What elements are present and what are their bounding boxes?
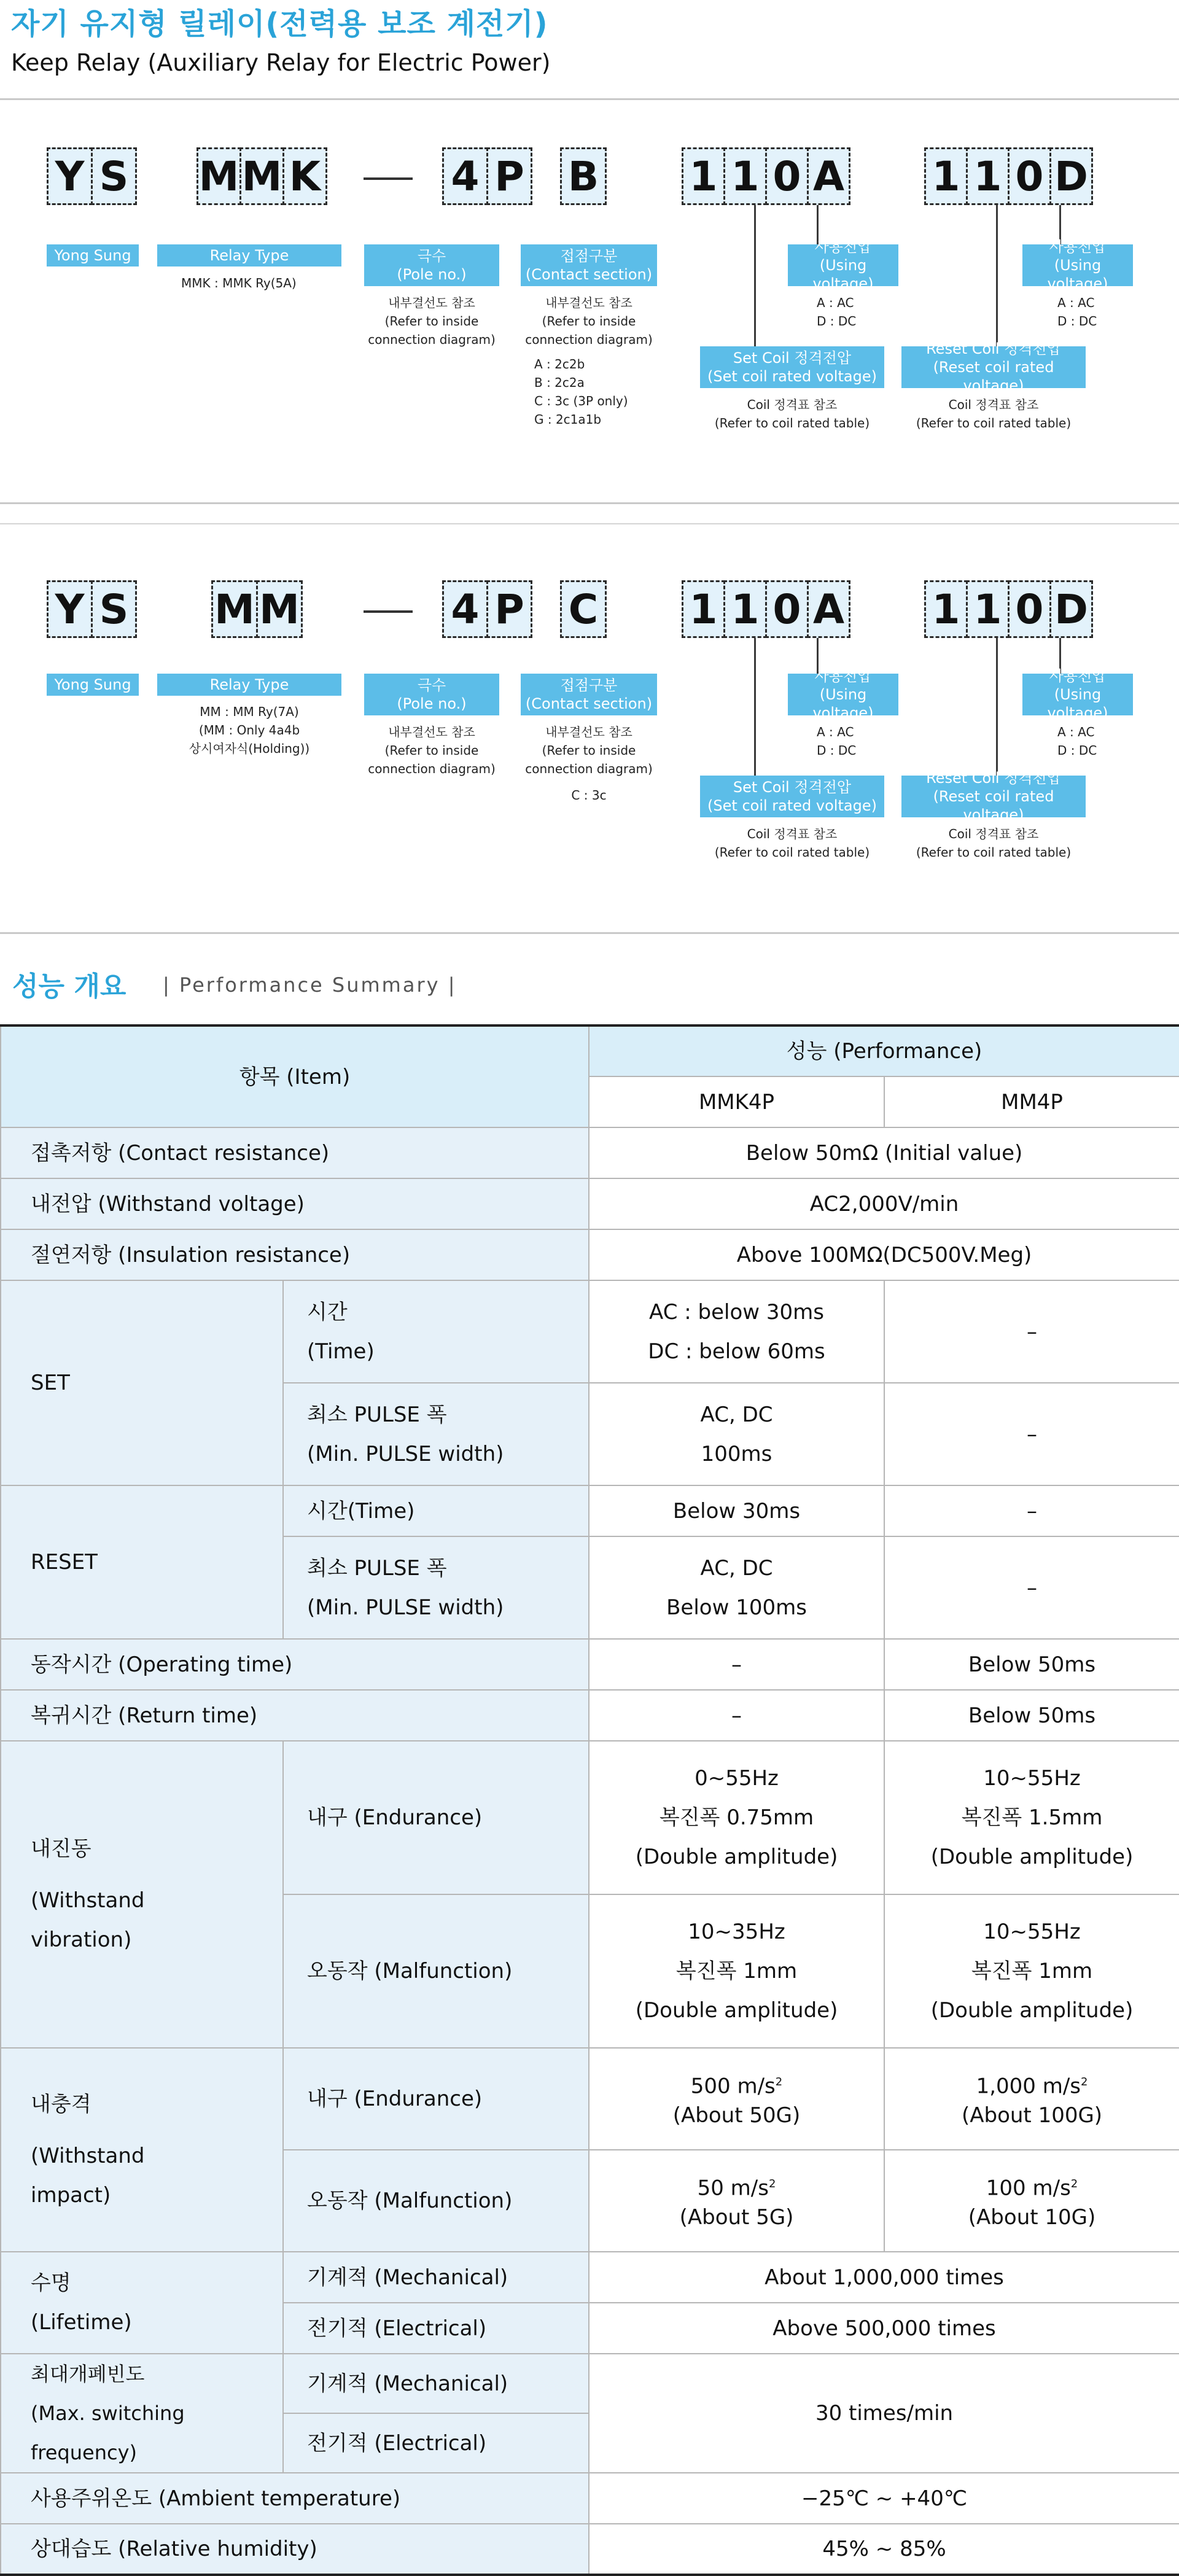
note-pole: 내부결선도 참조 (Refer to inside connection diagram)	[368, 295, 496, 347]
row-sublabel: 전기적 (Electrical)	[283, 2413, 589, 2473]
code-char: 4	[442, 580, 488, 638]
page-title: 자기 유지형 릴레이(전력용 보조 계전기)	[11, 7, 548, 41]
row-value: Below 30ms	[589, 1485, 884, 1536]
code-group-reset	[924, 147, 1091, 205]
row-sublabel: 최소 PULSE 폭 (Min. PULSE width)	[283, 1383, 589, 1485]
code-char: Y	[47, 580, 93, 638]
table-row	[1, 1127, 1179, 1178]
code-char: 0	[1008, 580, 1051, 638]
code-group-contact	[560, 580, 605, 638]
code-char: Y	[47, 147, 93, 205]
note-set-coil: Coil 정격표 참조 (Refer to coil rated table)	[714, 827, 870, 860]
section-title: 성능 개요	[12, 971, 126, 1002]
code-char: K	[282, 147, 327, 205]
code-char: 0	[1008, 147, 1051, 205]
row-value: 1,000 $m/s^2$ (About 100G)	[884, 2048, 1179, 2150]
row-value: About 1,000,000 times	[589, 2252, 1179, 2303]
code-char: A	[807, 147, 850, 205]
code-char: S	[91, 580, 137, 638]
code-group-type	[211, 580, 301, 638]
row-label: 절연저항 (Insulation resistance)	[1, 1229, 589, 1280]
row-sublabel: 전기적 (Electrical)	[283, 2303, 589, 2354]
divider	[0, 98, 1179, 100]
table-header-row	[1, 1025, 1179, 1076]
row-value: AC, DC 100ms	[589, 1383, 884, 1485]
label-reset-voltage: 사용전압 (Using voltage)	[1022, 674, 1133, 715]
code-group-pole	[442, 147, 531, 205]
row-value: –	[589, 1639, 884, 1690]
code-char: D	[1049, 147, 1093, 205]
row-value: 30 times/min	[589, 2354, 1179, 2473]
reset-voltage-options: A : AC D : DC	[1057, 295, 1097, 329]
divider	[0, 932, 1179, 934]
connector-line	[754, 638, 756, 776]
row-sublabel: 오동작 (Malfunction)	[283, 2150, 589, 2252]
table-row	[1, 2048, 1179, 2150]
code-char: D	[1049, 580, 1093, 638]
row-sublabel: 기계적 (Mechanical)	[283, 2252, 589, 2303]
connector-line	[754, 205, 756, 346]
set-voltage-options: A : AC D : DC	[817, 725, 857, 758]
label-brand: Yong Sung	[47, 244, 139, 267]
table-row	[1, 1280, 1179, 1383]
label-contact: 접점구분 (Contact section)	[521, 674, 657, 715]
set-voltage-options: A : AC D : DC	[817, 295, 857, 329]
code-group-brand	[47, 580, 135, 638]
table-row	[1, 1485, 1179, 1536]
code-char: M	[196, 147, 241, 205]
note-contact: 내부결선도 참조 (Refer to inside connection diagram)	[525, 725, 653, 776]
row-value: 10~55Hz 복진폭 1.5mm (Double amplitude)	[884, 1741, 1179, 1894]
table-row	[1, 1639, 1179, 1690]
code-char: 4	[442, 147, 488, 205]
reset-voltage-options: A : AC D : DC	[1057, 725, 1097, 758]
row-value: AC : below 30ms DC : below 60ms	[589, 1280, 884, 1383]
label-set-coil: Set Coil 정격전압 (Set coil rated voltage)	[700, 776, 884, 817]
code-group-set	[682, 580, 849, 638]
header-mmk4p: MMK4P	[589, 1076, 884, 1127]
code-group-contact	[560, 147, 605, 205]
code-char: P	[486, 580, 532, 638]
row-value: –	[884, 1280, 1179, 1383]
label-contact: 접점구분 (Contact section)	[521, 244, 657, 286]
code-char: 1	[966, 147, 1010, 205]
header-item: 항목 (Item)	[1, 1025, 589, 1127]
row-group-label: 내진동 (Withstand vibration)	[1, 1741, 283, 2048]
code-char: A	[807, 580, 850, 638]
code-char: S	[91, 147, 137, 205]
label-set-voltage: 사용전압 (Using voltage)	[788, 244, 898, 286]
code-char: M	[256, 580, 303, 638]
row-sublabel: 오동작 (Malfunction)	[283, 1894, 589, 2048]
code-char: 1	[682, 580, 725, 638]
row-value: 100 $m/s^2$ (About 10G)	[884, 2150, 1179, 2252]
row-value: 50 $m/s^2$ (About 5G)	[589, 2150, 884, 2252]
label-reset-coil: Reset Coil 정격전압 (Reset coil rated voltage)	[901, 346, 1086, 388]
code-group-reset	[924, 580, 1091, 638]
label-set-coil: Set Coil 정격전압 (Set coil rated voltage)	[700, 346, 884, 388]
row-sublabel: 시간 (Time)	[283, 1280, 589, 1383]
row-value: –	[884, 1485, 1179, 1536]
code-char: 0	[765, 580, 809, 638]
table-row	[1, 2473, 1179, 2524]
table-row	[1, 1741, 1179, 1894]
code-char: M	[211, 580, 258, 638]
note-pole: 내부결선도 참조 (Refer to inside connection diagram)	[368, 725, 496, 776]
row-value: –	[589, 1690, 884, 1741]
code-char: 0	[765, 147, 809, 205]
row-group-label: 최대개폐빈도 (Max. switching frequency)	[1, 2354, 283, 2473]
header-mm4p: MM4P	[884, 1076, 1179, 1127]
row-sublabel: 내구 (Endurance)	[283, 1741, 589, 1894]
row-value: AC, DC Below 100ms	[589, 1536, 884, 1639]
page-subtitle: Keep Relay (Auxiliary Relay for Electric Power)	[11, 49, 551, 76]
row-label: 동작시간 (Operating time)	[1, 1639, 589, 1690]
connector-line	[996, 205, 998, 346]
row-value: AC2,000V/min	[589, 1178, 1179, 1229]
note-relay-type: MMK : MMK Ry(5A)	[181, 276, 297, 290]
label-set-voltage: 사용전압 (Using voltage)	[788, 674, 898, 715]
section-subtitle: | Performance Summary |	[163, 973, 457, 997]
row-label: 접촉저항 (Contact resistance)	[1, 1127, 589, 1178]
row-sublabel: 내구 (Endurance)	[283, 2048, 589, 2150]
code-group-set	[682, 147, 849, 205]
table-row	[1, 2524, 1179, 2575]
table-row	[1, 1229, 1179, 1280]
code-group-type	[196, 147, 325, 205]
label-pole: 극수 (Pole no.)	[364, 674, 499, 715]
label-reset-coil: Reset Coil 정격전압 (Reset coil rated voltage)	[901, 776, 1086, 817]
code-char: 1	[924, 147, 968, 205]
performance-table	[0, 1024, 1179, 2576]
label-pole: 극수 (Pole no.)	[364, 244, 499, 286]
row-value: –	[884, 1383, 1179, 1485]
note-reset-coil: Coil 정격표 참조 (Refer to coil rated table)	[916, 397, 1072, 430]
row-group-label: SET	[1, 1280, 283, 1485]
row-value: 10~55Hz 복진폭 1mm (Double amplitude)	[884, 1894, 1179, 2048]
row-sublabel: 최소 PULSE 폭 (Min. PULSE width)	[283, 1536, 589, 1639]
note-relay-type: MM : MM Ry(7A) (MM : Only 4a4b 상시여자식(Holding))	[189, 704, 310, 756]
contact-options: C : 3c	[571, 788, 607, 803]
row-group-label: 내충격 (Withstand impact)	[1, 2048, 283, 2252]
divider	[0, 502, 1179, 504]
code-char: 1	[966, 580, 1010, 638]
row-group-label: 수명 (Lifetime)	[1, 2252, 283, 2354]
header-performance: 성능 (Performance)	[589, 1025, 1179, 1076]
code-char: 1	[682, 147, 725, 205]
code-char: 1	[723, 147, 767, 205]
note-contact: 내부결선도 참조 (Refer to inside connection diagram)	[525, 295, 653, 347]
row-label: 내전압 (Withstand voltage)	[1, 1178, 589, 1229]
row-value: –	[884, 1536, 1179, 1639]
row-value: Above 100MΩ(DC500V.Meg)	[589, 1229, 1179, 1280]
note-reset-coil: Coil 정격표 참조 (Refer to coil rated table)	[916, 827, 1072, 860]
label-reset-voltage: 사용전압 (Using voltage)	[1022, 244, 1133, 286]
table-row	[1, 2354, 1179, 2413]
code-separator	[364, 610, 413, 613]
divider	[0, 523, 1179, 524]
code-separator	[364, 177, 413, 180]
table-row	[1, 1178, 1179, 1229]
contact-options: A : 2c2b B : 2c2a C : 3c (3P only) G : 2c1a1b	[534, 357, 628, 427]
table-row	[1, 2252, 1179, 2303]
row-value: 45% ~ 85%	[589, 2524, 1179, 2575]
code-char: 1	[924, 580, 968, 638]
table-row	[1, 1690, 1179, 1741]
row-label: 상대습도 (Relative humidity)	[1, 2524, 589, 2575]
note-set-coil: Coil 정격표 참조 (Refer to coil rated table)	[714, 397, 870, 430]
code-group-brand	[47, 147, 135, 205]
code-char: M	[239, 147, 284, 205]
code-char: 1	[723, 580, 767, 638]
row-value: Below 50ms	[884, 1639, 1179, 1690]
row-value: Below 50ms	[884, 1690, 1179, 1741]
code-group-pole	[442, 580, 531, 638]
row-sublabel: 기계적 (Mechanical)	[283, 2354, 589, 2413]
row-label: 복귀시간 (Return time)	[1, 1690, 589, 1741]
label-relay-type: Relay Type	[157, 244, 341, 267]
label-brand: Yong Sung	[47, 674, 139, 696]
row-value: Above 500,000 times	[589, 2303, 1179, 2354]
row-value: −25℃ ~ +40℃	[589, 2473, 1179, 2524]
code-char: C	[560, 580, 607, 638]
row-value: 0~55Hz 복진폭 0.75mm (Double amplitude)	[589, 1741, 884, 1894]
row-value: 500 $m/s^2$ (About 50G)	[589, 2048, 884, 2150]
row-value: Below 50mΩ (Initial value)	[589, 1127, 1179, 1178]
code-char: P	[486, 147, 532, 205]
row-value: 10~35Hz 복진폭 1mm (Double amplitude)	[589, 1894, 884, 2048]
row-sublabel: 시간(Time)	[283, 1485, 589, 1536]
row-label: 사용주위온도 (Ambient temperature)	[1, 2473, 589, 2524]
label-relay-type: Relay Type	[157, 674, 341, 696]
connector-line	[996, 638, 998, 776]
row-group-label: RESET	[1, 1485, 283, 1639]
code-char: B	[560, 147, 607, 205]
